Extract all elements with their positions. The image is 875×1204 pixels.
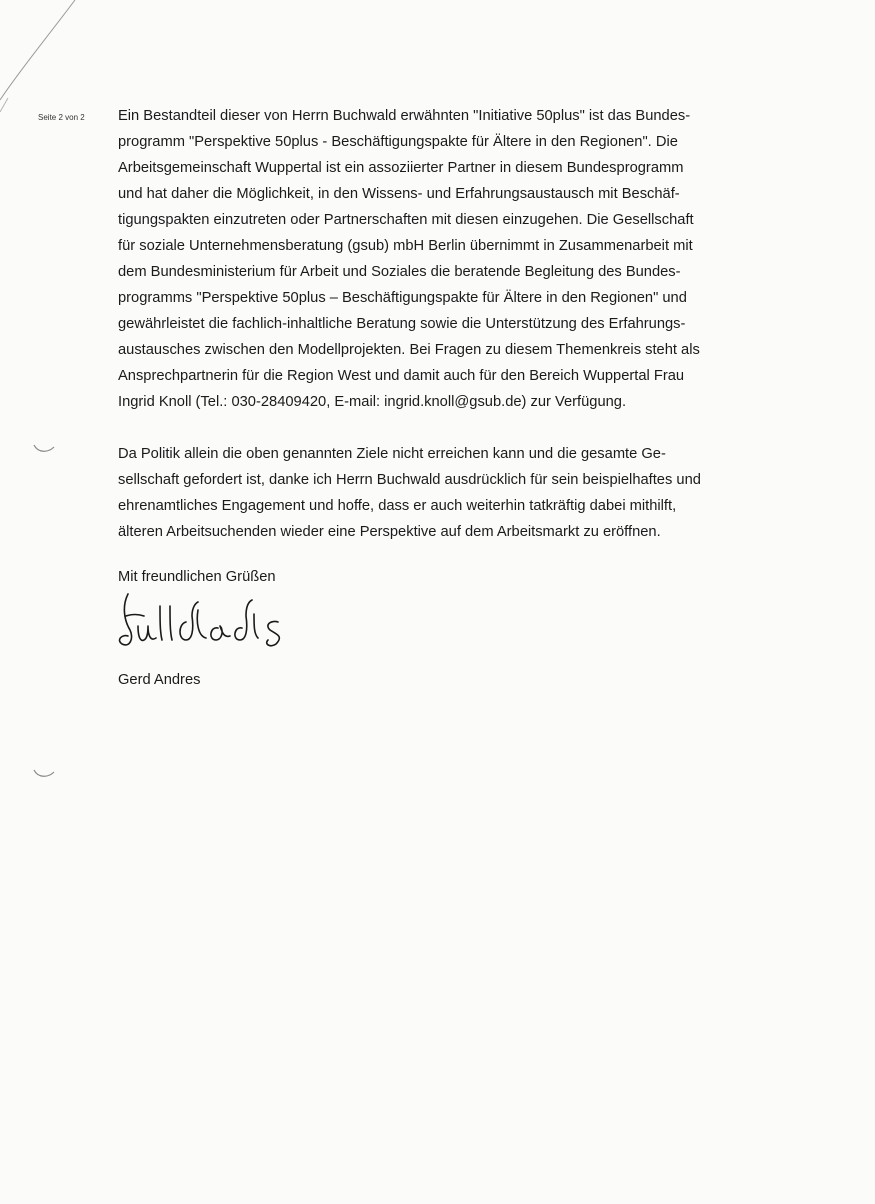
letter-body — [118, 103, 758, 545]
scan-page-edge — [0, 0, 90, 120]
text-line: tigungspakten einzutreten oder Partnerschaften mit diesen einzugehen. Die Gesellschaft — [118, 212, 694, 228]
text-line: Ansprechpartnerin für die Region West und damit auch für den Bereich Wuppertal Frau — [118, 368, 685, 384]
text-line: programms "Perspektive 50plus – Beschäftigungspakte für Ältere in den Regionen" und — [118, 290, 687, 306]
text-line: älteren Arbeitsuchenden wieder eine Perspektive auf dem Arbeitsmarkt zu eröffnen. — [118, 524, 661, 540]
page-number-marker: Seite 2 von 2 — [38, 113, 85, 122]
text-line: Arbeitsgemeinschaft Wuppertal ist ein assoziierter Partner in diesem Bundesprogramm — [118, 160, 684, 176]
text-line: Ingrid Knoll (Tel.: 030-28409420, E-mail: ingrid.knoll@gsub.de) zur Verfügung. — [118, 394, 627, 410]
text-line: sellschaft gefordert ist, danke ich Herrn Buchwald ausdrücklich für sein beispielhaftes und — [118, 472, 701, 488]
handwritten-signature — [114, 586, 324, 666]
text-line: und hat daher die Möglichkeit, in den Wissens- und Erfahrungsaustausch mit Beschäf- — [118, 186, 680, 202]
text-line: für soziale Unternehmensberatung (gsub) mbH Berlin übernimmt in Zusammenarbeit mit — [118, 238, 693, 254]
punch-hole-mark — [32, 442, 56, 454]
text-line: Ein Bestandteil dieser von Herrn Buchwald erwähnten "Initiative 50plus" ist das Bundes- — [118, 108, 691, 124]
punch-hole-mark — [32, 767, 56, 779]
paragraph-thanks — [118, 441, 758, 545]
text-line: Da Politik allein die oben genannten Ziele nicht erreichen kann und die gesamte Ge- — [118, 446, 666, 462]
text-line: ehrenamtliches Engagement und hoffe, dass er auch weiterhin tatkräftig dabei mithilft, — [118, 498, 677, 514]
text-line: austausches zwischen den Modellprojekten. Bei Fragen zu diesem Themenkreis steht als — [118, 342, 700, 358]
closing-salutation: Mit freundlichen Grüßen — [118, 569, 276, 585]
text-line: programm "Perspektive 50plus - Beschäftigungspakte für Ältere in den Regionen". Die — [118, 134, 678, 150]
signer-name: Gerd Andres — [118, 672, 201, 688]
paragraph-initiative — [118, 103, 758, 415]
text-line: dem Bundesministerium für Arbeit und Soziales die beratende Begleitung des Bundes- — [118, 264, 681, 280]
text-line: gewährleistet die fachlich-inhaltliche Beratung sowie die Unterstützung des Erfahrungs- — [118, 316, 686, 332]
signature-strokes — [120, 594, 280, 646]
